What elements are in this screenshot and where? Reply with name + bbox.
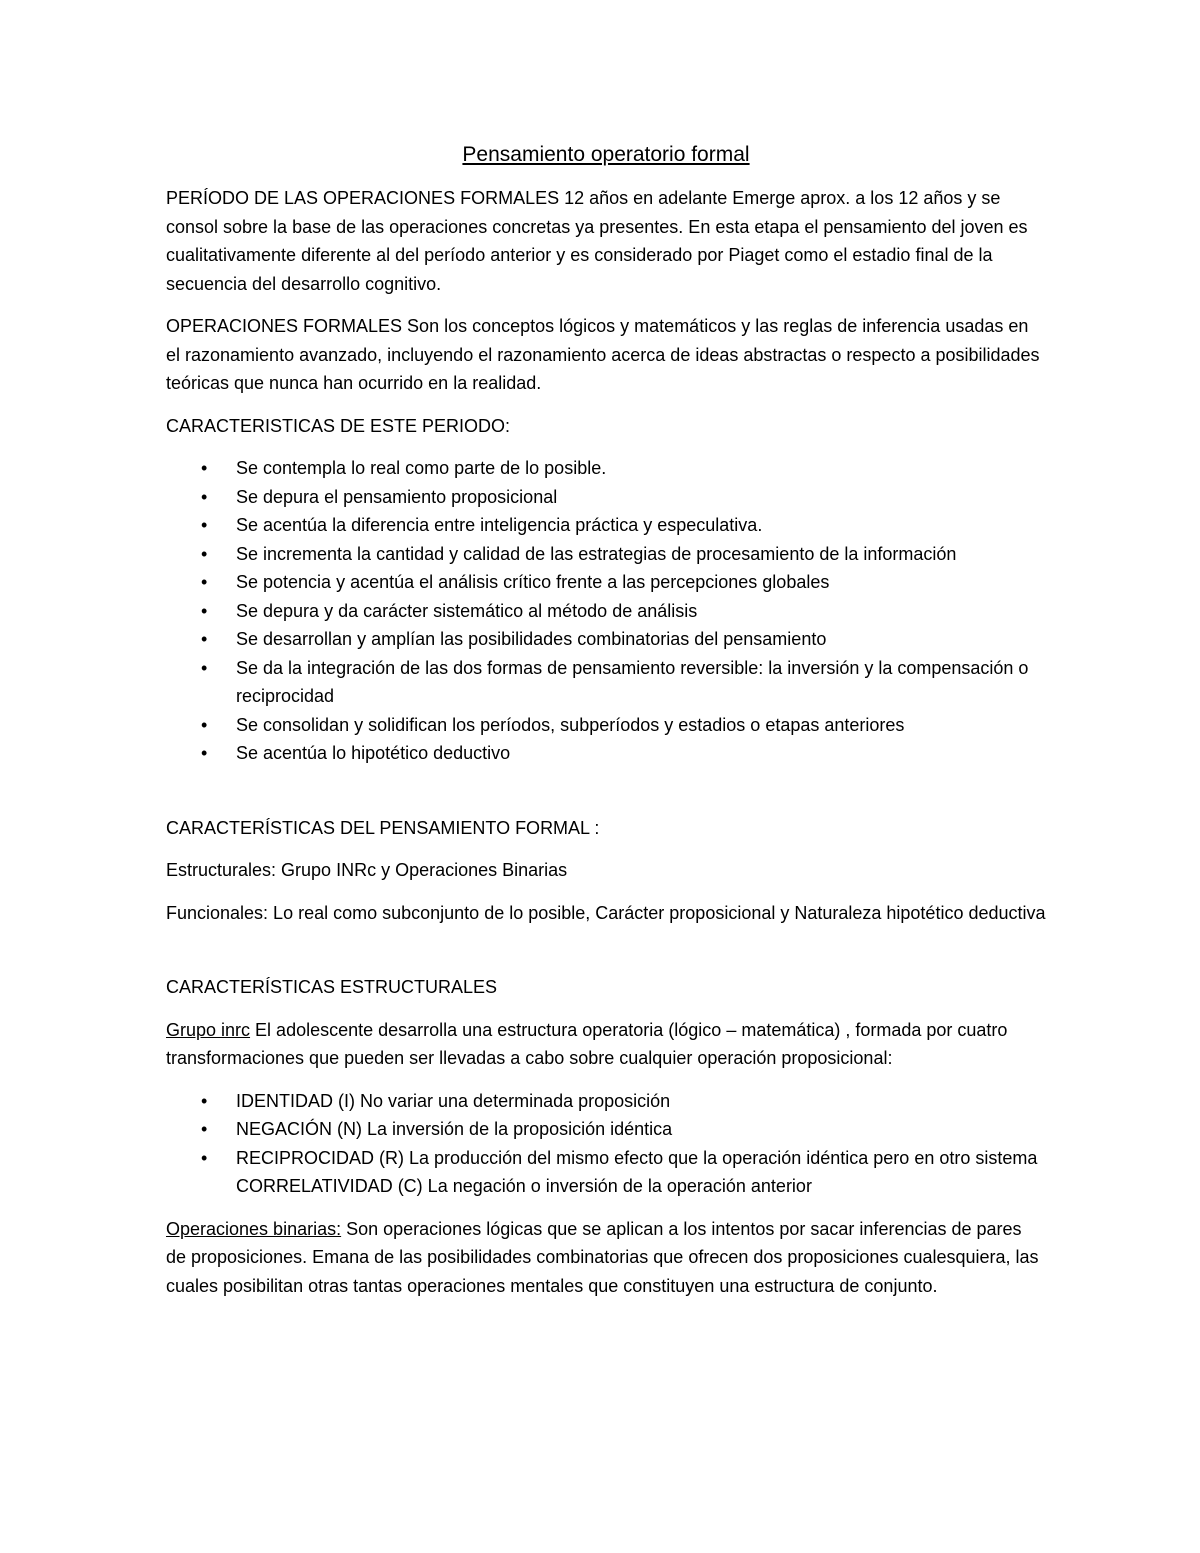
list-item: [166, 1144, 1046, 1201]
bullet-icon: •: [201, 486, 208, 507]
bullet-icon: •: [201, 657, 208, 678]
document-page: [166, 140, 1046, 1314]
formal-thought-heading: CARACTERÍSTICAS DEL PENSAMIENTO FORMAL :: [166, 817, 600, 838]
bullet-icon: •: [201, 572, 208, 592]
inrc-list: [166, 1087, 1046, 1201]
list-item: [166, 1115, 1046, 1144]
list-item: [166, 568, 1046, 597]
functional-line: Funcionales: Lo real como subconjunto de lo posible, Carácter proposicional y Naturaleza hipotético deductiva: [166, 902, 1046, 923]
list-item: [166, 454, 1046, 483]
list-item: [166, 540, 1046, 569]
list-item-text: Se depura el pensamiento proposicional: [236, 486, 558, 507]
list-item: [166, 711, 1046, 740]
list-item-text: Se acentúa lo hipotético deductivo: [236, 743, 511, 763]
bullet-icon: •: [201, 1119, 208, 1139]
bullet-icon: •: [201, 543, 208, 564]
list-item-text: Se incrementa la cantidad y calidad de las estrategias de procesamiento de la información: [236, 543, 957, 564]
bullet-icon: •: [201, 743, 208, 763]
bullet-icon: •: [201, 1090, 208, 1111]
list-item: [166, 654, 1046, 711]
list-item: [166, 625, 1046, 654]
list-item-text: Se consolidan y solidifican los períodos, subperíodos y estadios o etapas anteriores: [236, 714, 905, 735]
list-item: [166, 597, 1046, 626]
structural-heading: CARACTERÍSTICAS ESTRUCTURALES: [166, 977, 498, 997]
inrc-text: El adolescente desarrolla una estructura operatoria (lógico – matemática) , formada por cuatro transformaciones que pueden ser llevadas a cabo sobre cualquier operación proposicional:: [166, 1019, 1008, 1068]
list-item-text: Se potencia y acentúa el análisis crítico frente a las percepciones globales: [236, 572, 830, 592]
list-item-text: IDENTIDAD (I) No variar una determinada proposición: [236, 1090, 671, 1111]
list-item-text: Se desarrollan y amplían las posibilidades combinatorias del pensamiento: [236, 629, 827, 649]
bullet-icon: •: [201, 1147, 208, 1168]
binary-text: Son operaciones lógicas que se aplican a los intentos por sacar inferencias de pares de proposiciones. Emana de las posibilidades combinatorias que ofrecen dos proposiciones cualesquiera, las cuales posibilitan otras tantas operaciones mentales que constituyen una estructura de conjunto.: [166, 1218, 1039, 1296]
bullet-icon: •: [201, 600, 208, 621]
list-item-text: Se da la integración de las dos formas de pensamiento reversible: la inversión y la compensación o reciprocidad: [236, 657, 1029, 706]
list-item: [166, 483, 1046, 512]
list-item-text: NEGACIÓN (N) La inversión de la proposición idéntica: [236, 1119, 673, 1139]
inrc-label: Grupo inrc: [166, 1019, 251, 1040]
list-item-text: Se contempla lo real como parte de lo posible.: [236, 458, 607, 478]
list-item-text: Se depura y da carácter sistemático al método de análisis: [236, 600, 698, 621]
bullet-icon: •: [201, 515, 208, 535]
list-item-text: RECIPROCIDAD (R) La producción del mismo efecto que la operación idéntica pero en otro sistema CORRELATIVIDAD (C) La negación o inversión de la operación anterior: [236, 1147, 1038, 1196]
binary-label: Operaciones binarias:: [166, 1218, 342, 1239]
page-title: Pensamiento operatorio formal: [462, 143, 750, 166]
characteristics-list: [166, 454, 1046, 768]
characteristics-heading: CARACTERISTICAS DE ESTE PERIODO:: [166, 415, 511, 436]
blank-line: [166, 782, 1046, 814]
list-item: [166, 511, 1046, 540]
inrc-paragraph: [166, 1016, 1046, 1073]
list-item: [166, 739, 1046, 768]
binary-operations-paragraph: [166, 1215, 1046, 1301]
bullet-icon: •: [201, 458, 208, 478]
bullet-icon: •: [201, 714, 208, 735]
structural-line: Estructurales: Grupo INRc y Operaciones Binarias: [166, 860, 568, 880]
bullet-icon: •: [201, 629, 208, 649]
formal-operations-paragraph: OPERACIONES FORMALES Son los conceptos lógicos y matemáticos y las reglas de inferencia usadas en el razonamiento avanzado, incluyendo el razonamiento acerca de ideas abstractas o respecto a posibilidades teóricas que nunca han ocurrido en la realidad.: [166, 316, 1040, 393]
list-item-text: Se acentúa la diferencia entre inteligencia práctica y especulativa.: [236, 515, 763, 535]
intro-paragraph: PERÍODO DE LAS OPERACIONES FORMALES 12 años en adelante Emerge aprox. a los 12 años y se consol sobre la base de las operaciones concretas ya presentes. En esta etapa el pensamiento del joven es cualitativamente diferente al del período anterior y es considerado por Piaget como el estadio final de la secuencia del desarrollo cognitivo.: [166, 188, 1028, 294]
list-item: [166, 1087, 1046, 1116]
blank-line: [166, 941, 1046, 973]
